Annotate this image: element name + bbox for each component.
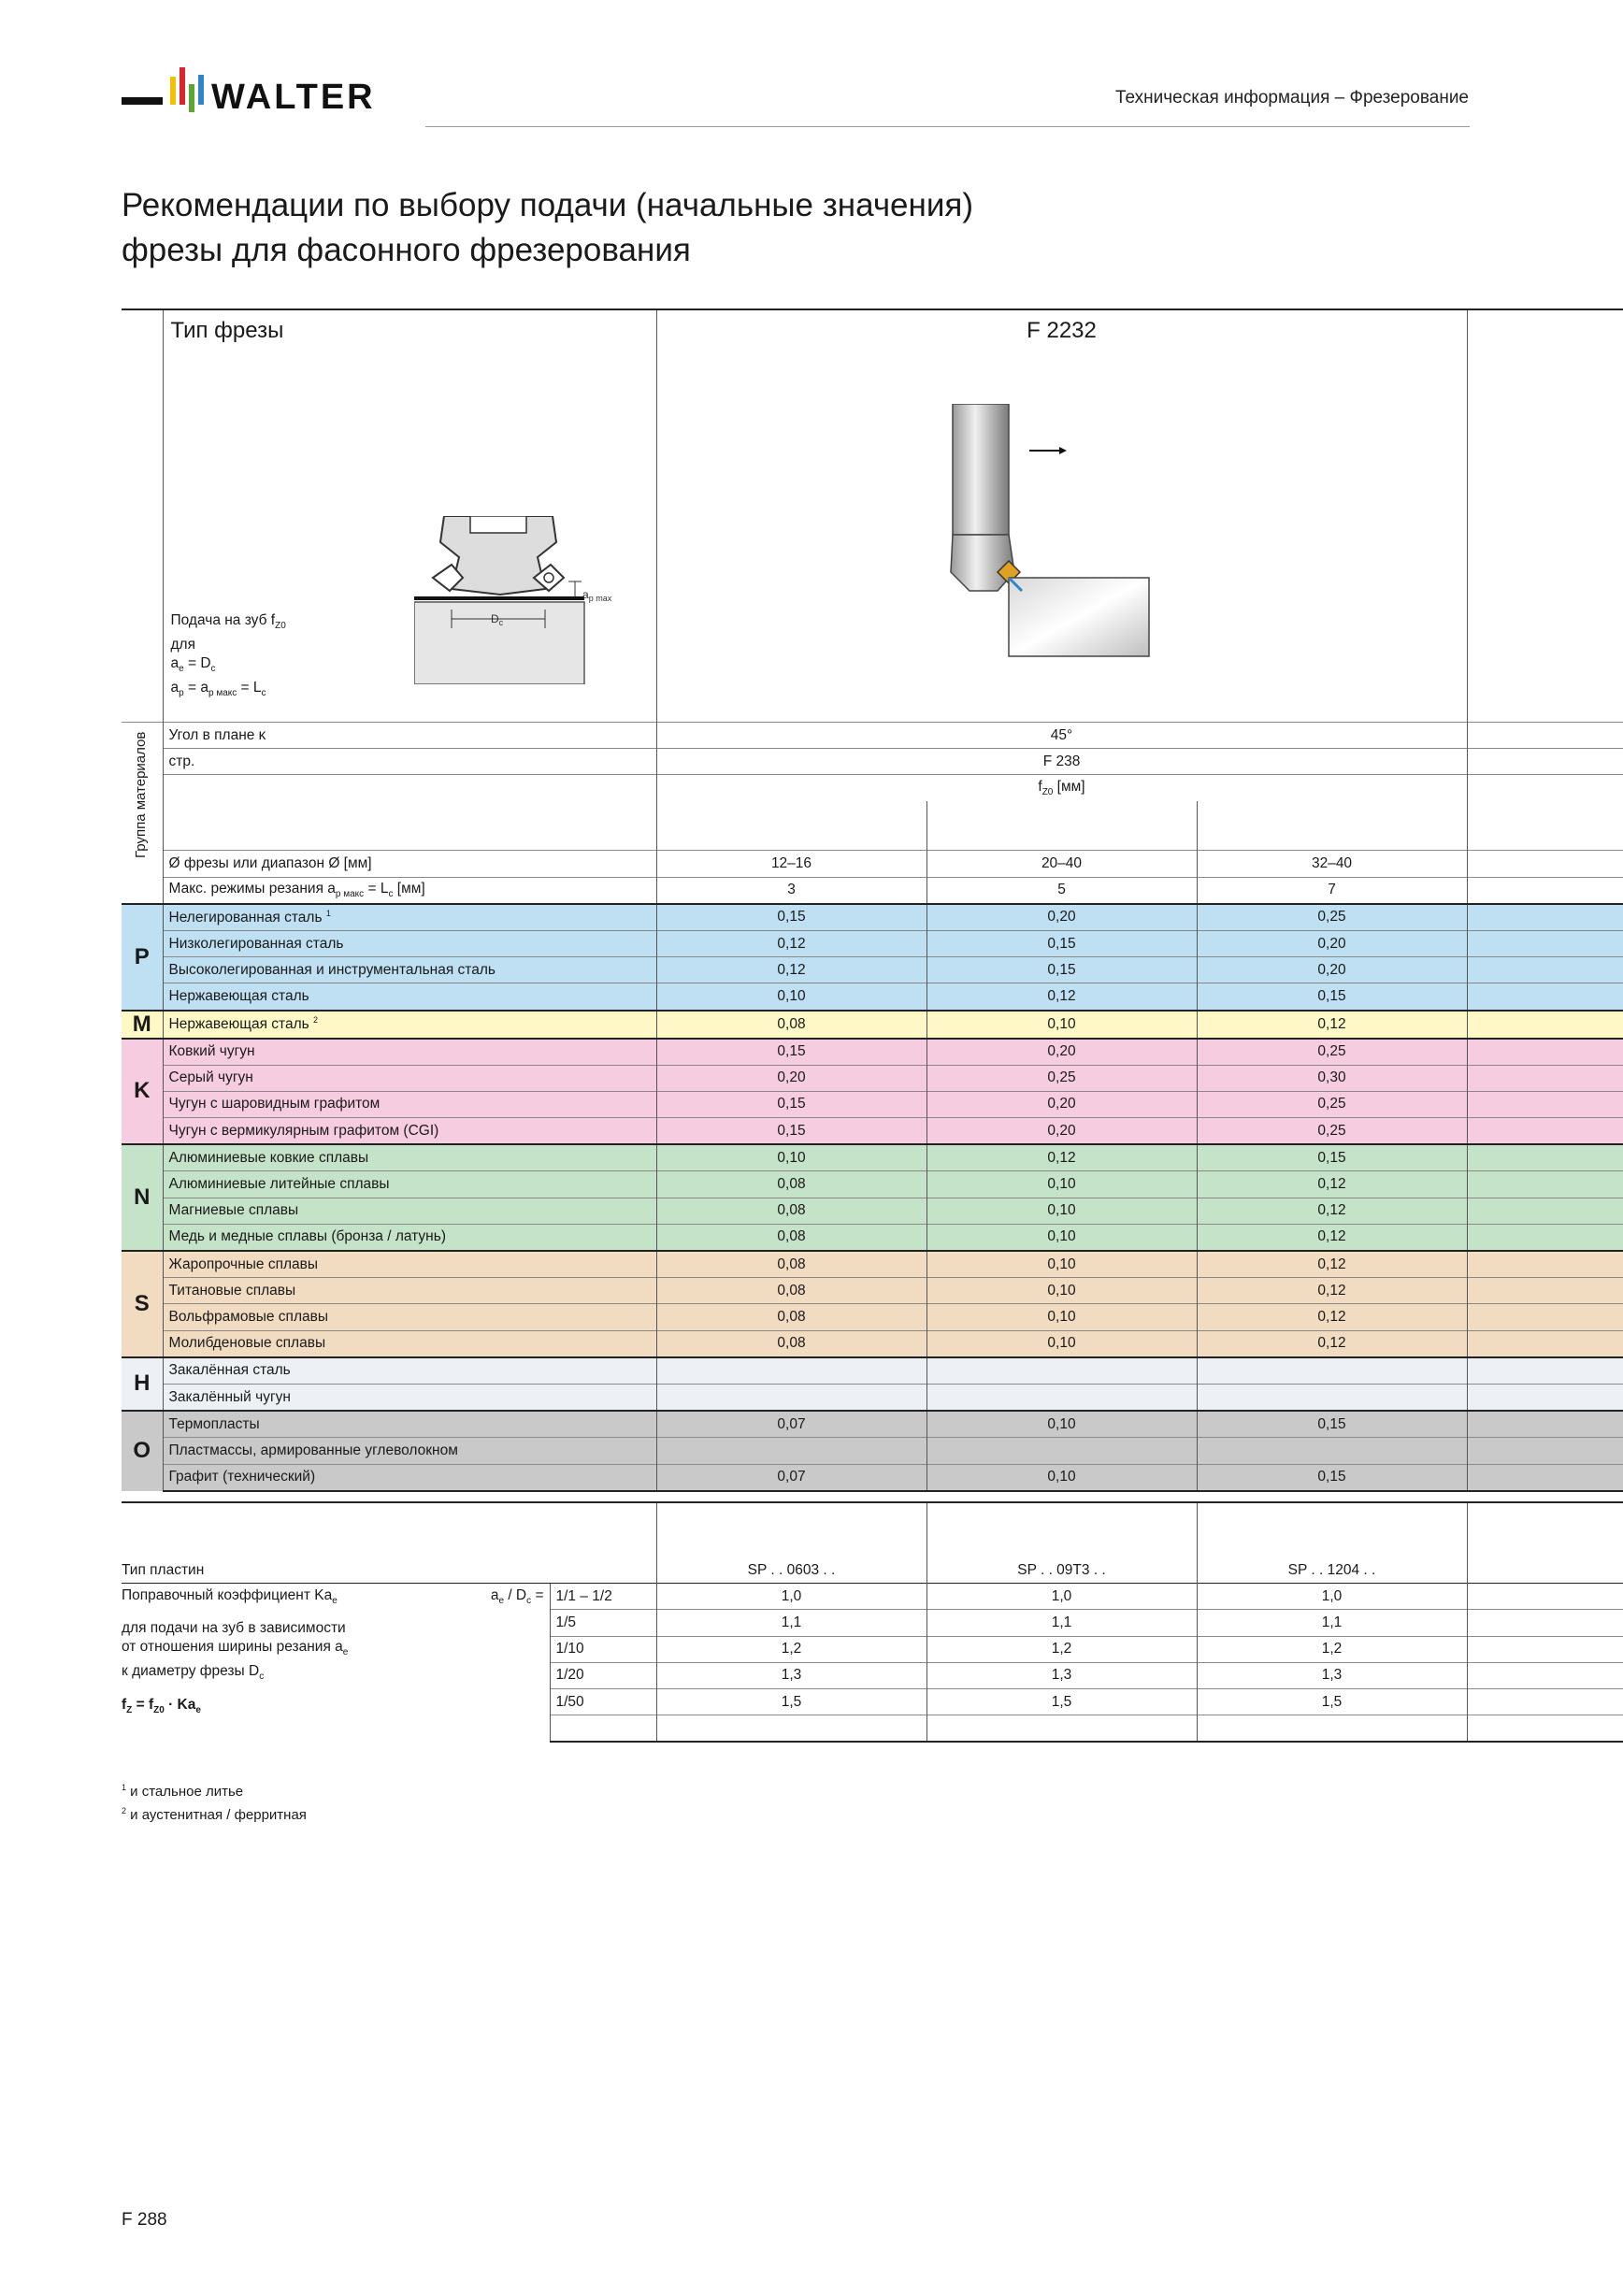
feed-value: 0,15 [926,957,1197,983]
material-row [122,930,1623,956]
feed-value: 0,25 [1197,1118,1467,1145]
material-row [122,1357,1623,1385]
correction-value: 1,2 [656,1636,926,1662]
material-group-letter: M [122,1011,163,1039]
feed-value: 0,12 [926,1144,1197,1171]
next-tool-cell [1467,1118,1623,1145]
next-tool-cell [1467,1198,1623,1224]
next-tool-cell [1467,1278,1623,1304]
feed-value: 0,08 [656,1304,926,1330]
next-tool-cell [1467,1224,1623,1251]
feed-value: 0,20 [1197,930,1467,956]
feed-value: 0,12 [1197,1304,1467,1330]
correction-value: 1,1 [1197,1610,1467,1636]
feed-value [656,1357,926,1385]
material-row [122,904,1623,931]
feed-value: 0,15 [1197,1464,1467,1491]
feed-value: 0,10 [926,1411,1197,1438]
diagram-dc-label: $D_c$ [490,612,503,627]
feed-value: 0,08 [656,1251,926,1278]
next-tool-cell [1467,1091,1623,1117]
material-row [122,1144,1623,1171]
feed-value: 0,08 [656,1224,926,1251]
next-tool-cell [1467,1438,1623,1464]
feed-value: 0,08 [656,1171,926,1198]
cutter-geometry-diagram [414,516,639,684]
angle-label: Угол в плане κ [163,723,656,749]
feed-value: 0,10 [926,1464,1197,1491]
material-name: Магниевые сплавы [163,1198,656,1224]
next-tool-column [1467,309,1623,723]
next-tool-cell [1467,1384,1623,1411]
max-cut-value: 7 [1197,877,1467,904]
fz-unit-header: $f_{Z0}$ [мм] [656,775,1467,802]
feed-value: 0,08 [656,1278,926,1304]
material-name: Жаропрочные сплавы [163,1251,656,1278]
feed-value: 0,15 [656,1091,926,1117]
ratio-value: 1/5 [550,1610,656,1636]
feed-value: 0,08 [656,1011,926,1039]
material-row [122,1411,1623,1438]
material-group-header [122,723,163,878]
max-cut-label: Макс. режимы резания $a_{p макс} = L_c$ [мм] [163,877,656,904]
material-row [122,1251,1623,1278]
correction-table [122,1501,1623,1743]
correction-value: 1,5 [1197,1688,1467,1715]
feed-value: 0,10 [926,1011,1197,1039]
correction-description: для подачи на зуб в зависимости от отношения ширины резания $a_e$ к диаметру фрезы $D_c$ $f_Z = f_{Z0} \cdot Ka_e$ [122,1610,550,1742]
material-name: Чугун с шаровидным графитом [163,1091,656,1117]
correction-row [122,1584,1623,1610]
insert-row [122,1557,1623,1584]
material-row [122,1384,1623,1411]
angle-row [122,723,1623,749]
max-cut-value: 5 [926,877,1197,904]
material-row [122,1304,1623,1330]
material-row [122,983,1623,1011]
feed-value: 0,25 [926,1065,1197,1091]
material-name: Низколегированная сталь [163,930,656,956]
ratio-value: 1/50 [550,1688,656,1715]
diameter-value: 20–40 [926,851,1197,877]
material-row [122,1039,1623,1066]
material-name: Серый чугун [163,1065,656,1091]
insert-value: SP . . 1204 . . [1197,1557,1467,1584]
footnotes [122,1778,307,1825]
tool-column-header [656,309,1467,723]
next-tool-cell [1467,1464,1623,1491]
footnote: $^2$ и аустенитная / ферритная [122,1806,307,1823]
page-row [122,749,1623,775]
next-tool-cell [1467,1304,1623,1330]
feed-value: 0,10 [926,1278,1197,1304]
feed-value: 0,15 [1197,1144,1467,1171]
feed-value [926,1357,1197,1385]
feed-value: 0,25 [1197,1091,1467,1117]
feed-value: 0,25 [1197,904,1467,931]
next-tool-cell [1467,1251,1623,1278]
material-row [122,1224,1623,1251]
next-tool-cell [1467,1171,1623,1198]
next-tool-cell [1467,1144,1623,1171]
feed-value: 0,12 [1197,1171,1467,1198]
correction-value: 1,2 [926,1636,1197,1662]
feed-value [656,1438,926,1464]
correction-value: 1,3 [656,1662,926,1688]
material-name: Вольфрамовые сплавы [163,1304,656,1330]
feed-value: 0,12 [1197,1224,1467,1251]
correction-row [122,1610,1623,1636]
diameter-value: 12–16 [656,851,926,877]
correction-value: 1,3 [926,1662,1197,1688]
diagram-ap-max-label: $a_{p max}$ [582,588,611,603]
next-tool-cell [1467,1357,1623,1385]
feed-value: 0,10 [926,1330,1197,1357]
next-tool-cell [1467,1011,1623,1039]
feed-value: 0,20 [1197,957,1467,983]
feed-value [1197,1357,1467,1385]
max-cut-row [122,877,1623,904]
feed-value: 0,12 [656,957,926,983]
material-row [122,1278,1623,1304]
correction-formula: $f_Z = f_{Z0} \cdot Ka_e$ [122,1697,201,1716]
ratio-value: 1/10 [550,1636,656,1662]
next-tool-cell [1467,1065,1623,1091]
correction-value: 1,0 [926,1584,1197,1610]
next-tool-cell [1467,930,1623,956]
material-group-letter: O [122,1411,163,1491]
correction-value: 1,0 [656,1584,926,1610]
feed-value [1197,1384,1467,1411]
material-row [122,1011,1623,1039]
insert-spacer-row [122,1502,1623,1557]
tool-name: F 2232 [1027,318,1097,343]
correction-value: 1,5 [926,1688,1197,1715]
feed-value: 0,07 [656,1464,926,1491]
walter-logo [122,60,402,125]
material-name: Нержавеющая сталь [163,983,656,1011]
feed-value: 0,15 [1197,1411,1467,1438]
feed-value: 0,12 [1197,1011,1467,1039]
feed-value [926,1438,1197,1464]
material-row [122,1171,1623,1198]
title-line-1: Рекомендации по выбору подачи (начальные значения) [122,187,974,223]
feed-value: 0,10 [926,1251,1197,1278]
insert-value: SP . . 0603 . . [656,1557,926,1584]
material-row [122,1118,1623,1145]
max-cut-value: 3 [656,877,926,904]
feed-value: 0,15 [656,1039,926,1066]
feed-value: 0,10 [656,983,926,1011]
correction-value: 1,3 [1197,1662,1467,1688]
diameter-label: Ø фрезы или диапазон Ø [мм] [163,851,656,877]
feed-value: 0,12 [926,983,1197,1011]
next-tool-cell [1467,1411,1623,1438]
feed-value [656,1384,926,1411]
feed-value: 0,12 [1197,1198,1467,1224]
material-name: Закалённый чугун [163,1384,656,1411]
material-name: Ковкий чугун [163,1039,656,1066]
material-name: Пластмассы, армированные углеволокном [163,1438,656,1464]
material-row [122,1330,1623,1357]
material-name: Высоколегированная и инструментальная сталь [163,957,656,983]
material-name: Нелегированная сталь $^1$ [163,904,656,931]
correction-value: 1,5 [656,1688,926,1715]
feed-value: 0,10 [656,1144,926,1171]
svg-text:WALTER: WALTER [211,78,376,117]
feed-value: 0,12 [656,930,926,956]
material-name: Алюминиевые ковкие сплавы [163,1144,656,1171]
ratio-value: 1/1 – 1/2 [550,1584,656,1610]
next-tool-cell [1467,1330,1623,1357]
feed-value: 0,20 [656,1065,926,1091]
material-row [122,1198,1623,1224]
feed-value: 0,15 [656,1118,926,1145]
material-row [122,957,1623,983]
correction-value: 1,2 [1197,1636,1467,1662]
next-tool-cell [1467,1039,1623,1066]
tool-type-label: Тип фрезы [170,318,284,343]
page-number: F 288 [122,2210,167,2230]
feed-value: 0,08 [656,1198,926,1224]
page-label: стр. [163,749,656,775]
feed-value: 0,15 [926,930,1197,956]
page-title [122,183,973,273]
material-name: Чугун с вермикулярным графитом (CGI) [163,1118,656,1145]
footnote: $^1$ и стальное литье [122,1783,244,1800]
material-group-label: Группа материалов [133,731,149,859]
next-tool-cell [1467,957,1623,983]
next-tool-cell [1467,983,1623,1011]
feed-table [122,309,1623,1492]
feed-value [1197,1438,1467,1464]
feed-value: 0,07 [656,1411,926,1438]
insert-label: Тип пластин [122,1561,205,1578]
tool-type-cell [163,309,656,723]
feed-value: 0,15 [656,904,926,931]
feed-value: 0,10 [926,1171,1197,1198]
correction-value: 1,1 [656,1610,926,1636]
feed-value: 0,12 [1197,1278,1467,1304]
tool-illustration [947,404,1228,684]
feed-value: 0,10 [926,1224,1197,1251]
material-name: Графит (технический) [163,1464,656,1491]
section-title: Техническая информация – Фрезерование [1114,88,1469,108]
material-group-letter: S [122,1251,163,1357]
material-name: Закалённая сталь [163,1357,656,1385]
feed-value: 0,15 [1197,983,1467,1011]
angle-value: 45° [656,723,1467,749]
diameter-row [122,851,1623,877]
material-name: Медь и медные сплавы (бронза / латунь) [163,1224,656,1251]
material-row [122,1091,1623,1117]
material-row [122,1065,1623,1091]
title-line-2: фрезы для фасонного фрезерования [122,232,691,268]
next-tool-cell [1467,904,1623,931]
feed-value: 0,10 [926,1304,1197,1330]
feed-value: 0,12 [1197,1330,1467,1357]
insert-value: SP . . 09T3 . . [926,1557,1197,1584]
material-group-letter: N [122,1144,163,1251]
material-row [122,1464,1623,1491]
feed-definition: Подача на зуб $f_{Z0}$ для $a_e = D_c$ $a_p = a_{p макс} = L_c$ [170,612,286,699]
material-group-letter: H [122,1357,163,1411]
feed-value: 0,25 [1197,1039,1467,1066]
correction-value: 1,0 [1197,1584,1467,1610]
diameter-value: 32–40 [1197,851,1467,877]
feed-value: 0,30 [1197,1065,1467,1091]
material-name: Нержавеющая сталь $^2$ [163,1011,656,1039]
feed-value: 0,10 [926,1198,1197,1224]
material-group-letter: P [122,904,163,1011]
material-group-letter: K [122,1039,163,1145]
feed-value: 0,08 [656,1330,926,1357]
tool-header-row [122,309,1623,723]
feed-value: 0,20 [926,904,1197,931]
correction-value: 1,1 [926,1610,1197,1636]
fz-header-row [122,775,1623,802]
material-name: Титановые сплавы [163,1278,656,1304]
ratio-value: 1/20 [550,1662,656,1688]
feed-value: 0,20 [926,1039,1197,1066]
feed-value: 0,20 [926,1091,1197,1117]
material-row [122,1438,1623,1464]
material-name: Молибденовые сплавы [163,1330,656,1357]
correction-label: Поправочный коэффициент $Ka_e$ $a_e / D_c$ = [122,1584,550,1610]
header-divider [425,126,1470,127]
feed-value: 0,20 [926,1118,1197,1145]
feed-value [926,1384,1197,1411]
material-name: Термопласты [163,1411,656,1438]
feed-value: 0,12 [1197,1251,1467,1278]
material-name: Алюминиевые литейные сплавы [163,1171,656,1198]
page-value: F 238 [656,749,1467,775]
